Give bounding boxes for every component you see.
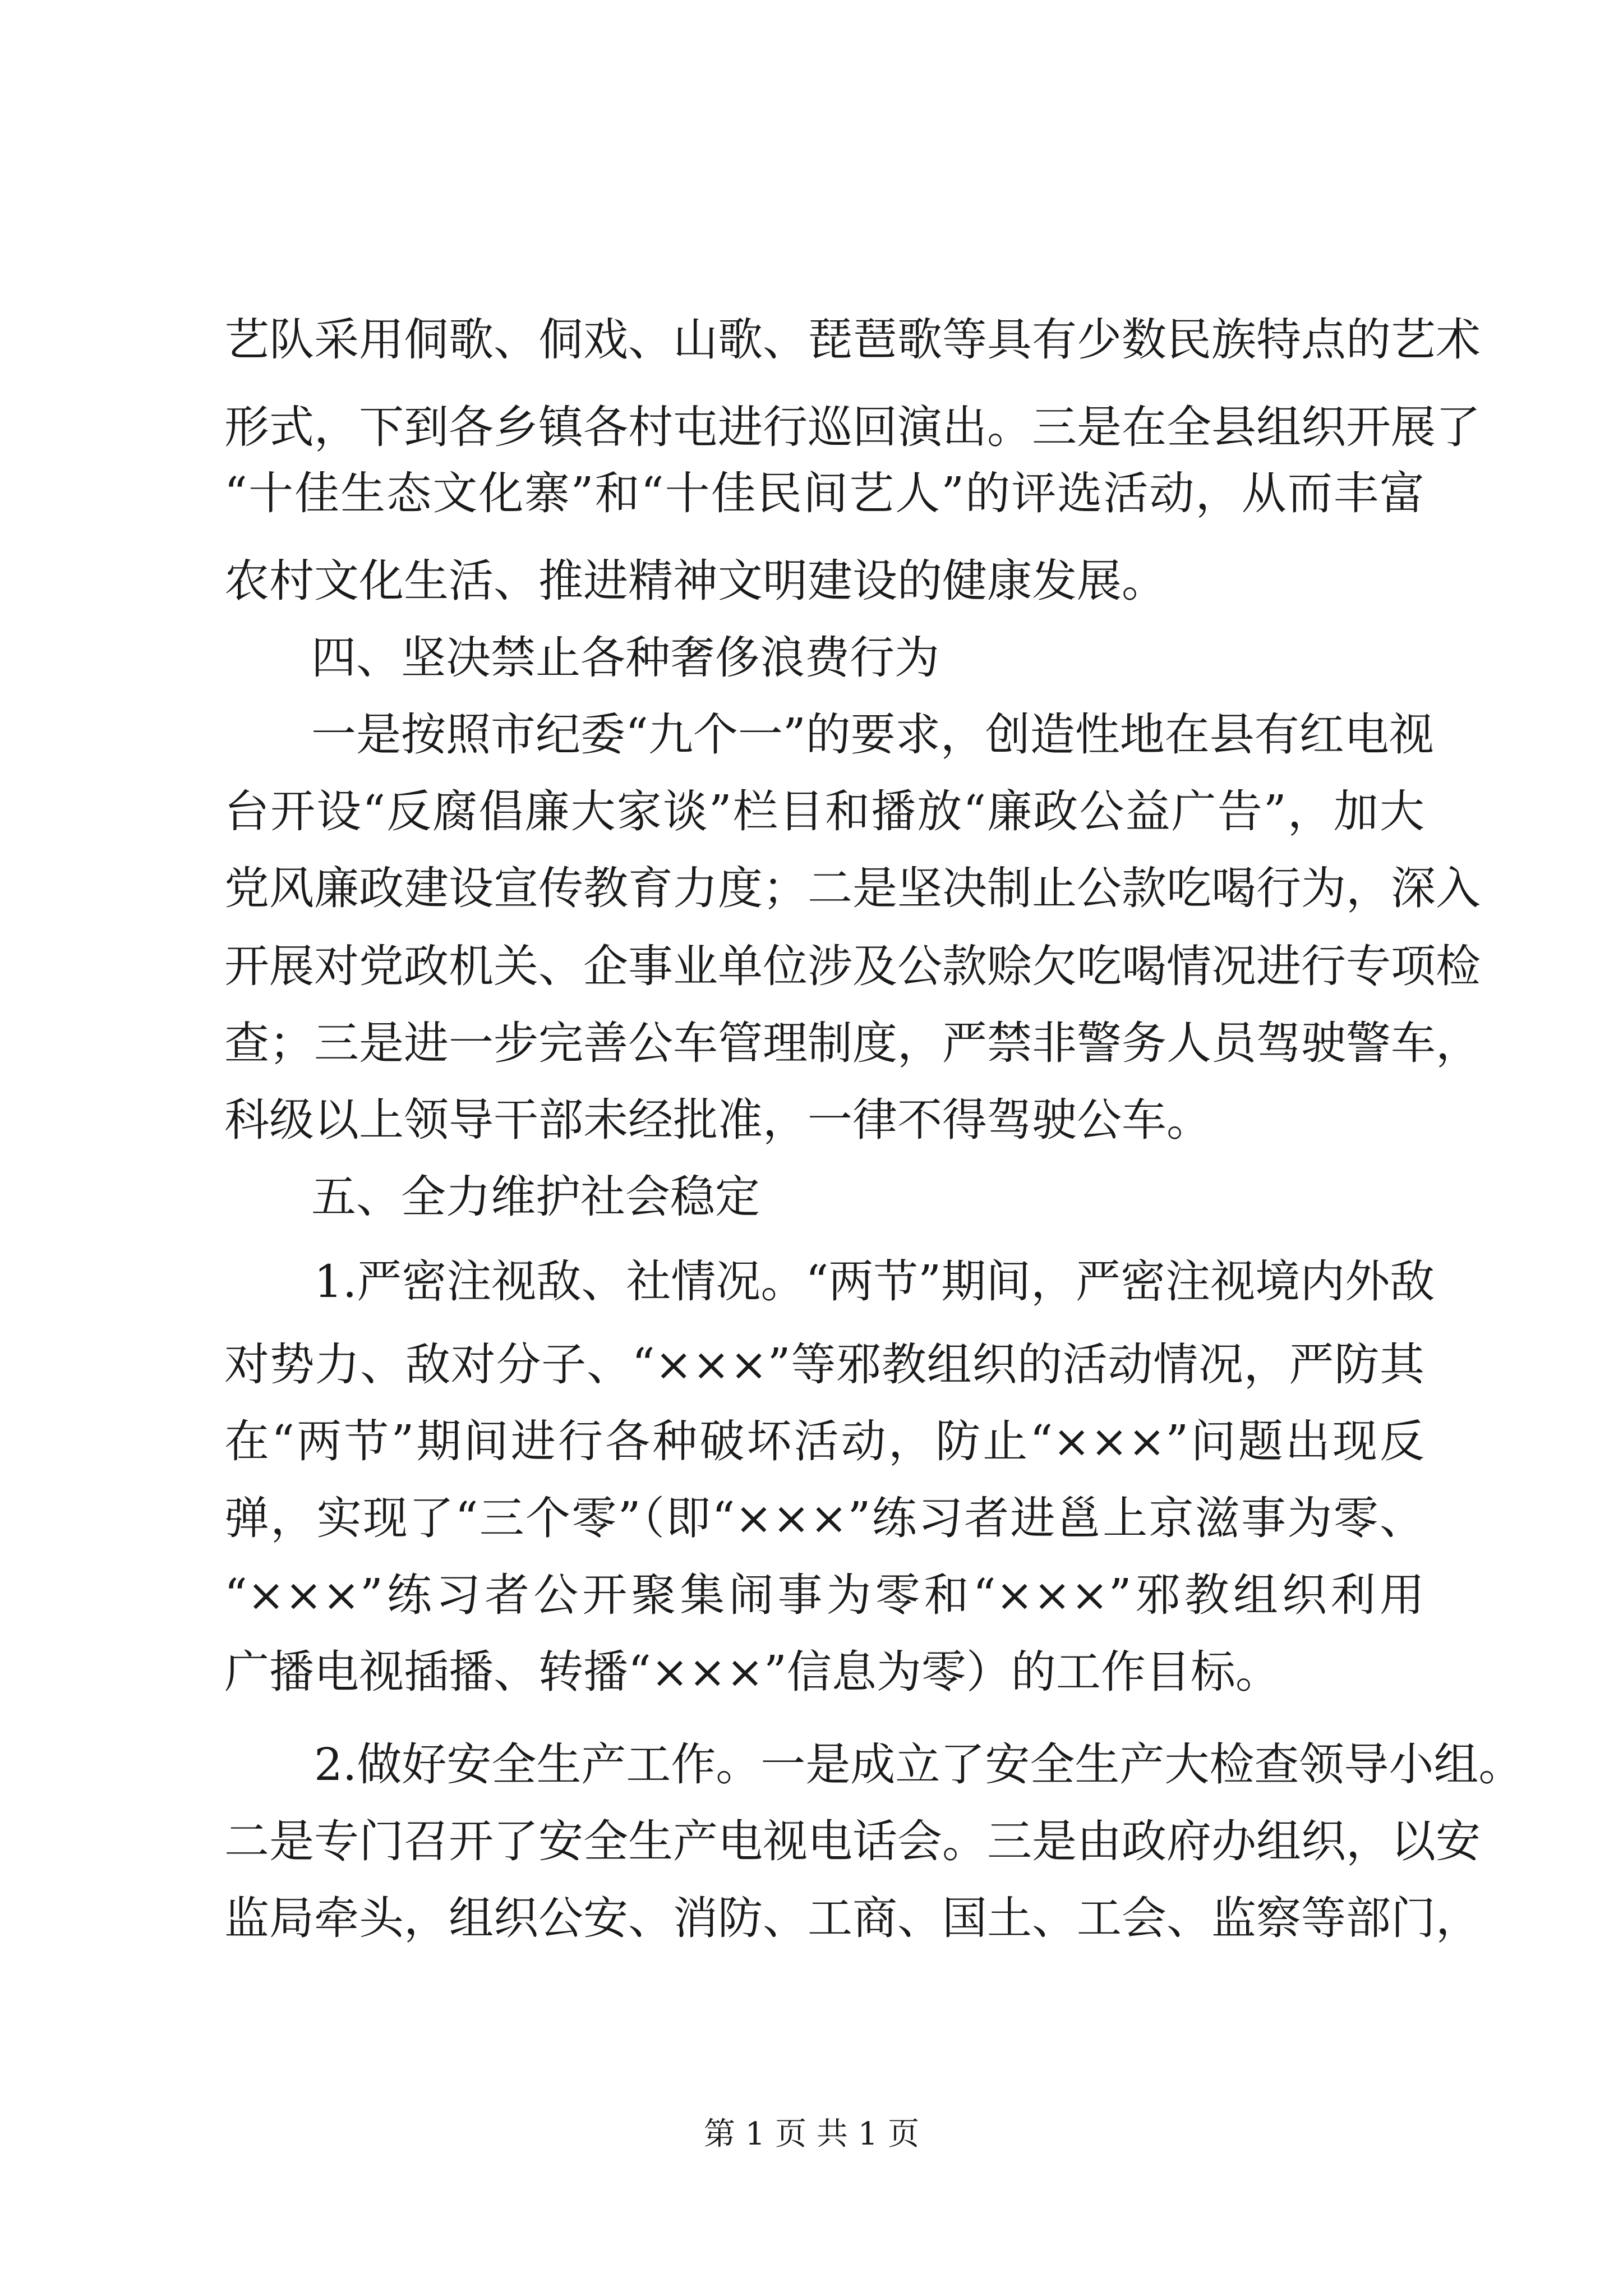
- section-heading: 四、坚决禁止各种奢侈浪费行为: [311, 632, 939, 684]
- paragraph-line: 1.严密注视敌、社情况。“两节”期间，严密注视境内外敌: [314, 1255, 1435, 1308]
- paragraph-line: 广播电视插播、转播“×××”信息为零）的工作目标。: [224, 1646, 1280, 1698]
- paragraph-line: 形式，下到各乡镇各村屯进行巡回演出。三是在全县组织开展了: [224, 401, 1481, 453]
- paragraph-line: 在“两节”期间进行各种破坏活动，防止“×××”问题出现反: [224, 1415, 1424, 1467]
- paragraph-line: 2.做好安全生产工作。一是成立了安全生产大检查领导小组。: [314, 1738, 1524, 1791]
- section-heading: 五、全力维护社会稳定: [311, 1171, 760, 1223]
- paragraph-line: 监局牵头，组织公安、消防、工商、国土、工会、监察等部门，: [224, 1892, 1481, 1944]
- paragraph-line: 党风廉政建设宣传教育力度；二是坚决制止公款吃喝行为，深入: [224, 862, 1481, 914]
- paragraph-line: 农村文化生活、推进精神文明建设的健康发展。: [224, 555, 1166, 607]
- paragraph-line: 查；三是进一步完善公车管理制度，严禁非警务人员驾驶警车，: [224, 1017, 1481, 1069]
- paragraph-line: 台开设“反腐倡廉大家谈”栏目和播放“廉政公益广告”，加大: [224, 785, 1424, 838]
- paragraph-line: 开展对党政机关、企事业单位涉及公款赊欠吃喝情况进行专项检: [224, 940, 1481, 992]
- paragraph-line: 对势力、敌对分子、“×××”等邪教组织的活动情况，严防其: [224, 1338, 1424, 1391]
- paragraph-line: 科级以上领导干部未经批准，一律不得驾驶公车。: [224, 1094, 1211, 1146]
- paragraph-line: 艺队采用侗歌、侗戏、山歌、琵琶歌等具有少数民族特点的艺术: [224, 314, 1481, 366]
- paragraph-line: “×××”练习者公开聚集闹事为零和“×××”邪教组织利用: [224, 1569, 1424, 1621]
- paragraph-line: 一是按照市纪委“九个一”的要求，创造性地在县有红电视: [311, 708, 1434, 761]
- paragraph-line: “十佳生态文化寨”和“十佳民间艺人”的评选活动，从而丰富: [224, 467, 1424, 519]
- paragraph-line: 二是专门召开了安全生产电视电话会。三是由政府办组织，以安: [224, 1815, 1481, 1867]
- page-footer: 第 1 页 共 1 页: [703, 2116, 920, 2152]
- paragraph-line: 弹，实现了“三个零”（即“×××”练习者进邕上京滋事为零、: [224, 1492, 1424, 1544]
